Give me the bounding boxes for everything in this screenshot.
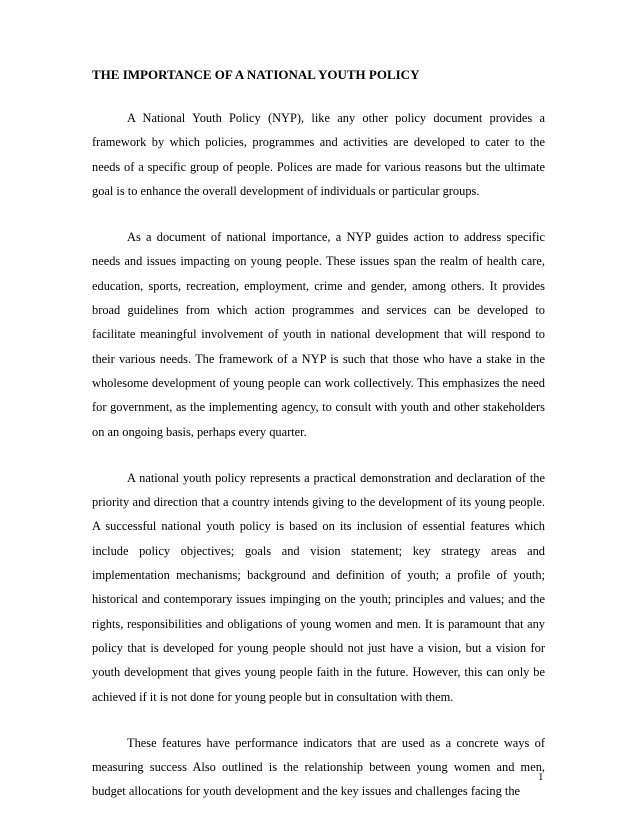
paragraph-1: A National Youth Policy (NYP), like any other policy document provides a framework by which policies, programmes and activities are developed to cater to the needs of a specific group of people. Polices are made for various reasons but the ultimate goal is to enhance the overall development of individuals or particular groups. bbox=[92, 111, 545, 198]
document-title: THE IMPORTANCE OF A NATIONAL YOUTH POLICY bbox=[92, 67, 420, 82]
document-page bbox=[92, 68, 545, 826]
page-number: 1 bbox=[538, 771, 544, 783]
paragraph-4: These features have performance indicators that are used as a concrete ways of measuring success Also outlined is the relationship between young women and men, budget allocations for youth development and the key issues and challenges facing the bbox=[92, 735, 545, 799]
paragraph-3: A national youth policy represents a practical demonstration and declaration of the priority and direction that a country intends giving to the development of its young people. A successful national youth policy is based on its inclusion of essential features which include policy objectives; goals and vision statement; key strategy areas and implementation mechanisms; background and definition of youth; a profile of youth; historical and contemporary issues impinging on the youth; principles and values; and the rights, responsibilities and obligations of young women and men. It is paramount that any policy that is developed for young people should not just have a vision, but a vision for youth development that gives young people faith in the future. However, this can only be achieved if it is not done for young people but in consultation with them. bbox=[92, 470, 545, 704]
paragraph-2: As a document of national importance, a NYP guides action to address specific needs and issues impacting on young people. These issues span the realm of health care, education, sports, recreation, employment, crime and gender, among others. It provides broad guidelines from which action programmes and services can be developed to facilitate meaningful involvement of youth in national development that will respond to their various needs. The framework of a NYP is such that those who have a stake in the wholesome development of young people can work collectively. This emphasizes the need for government, as the implementing agency, to consult with youth and other stakeholders on an ongoing basis, perhaps every quarter. bbox=[92, 230, 545, 439]
